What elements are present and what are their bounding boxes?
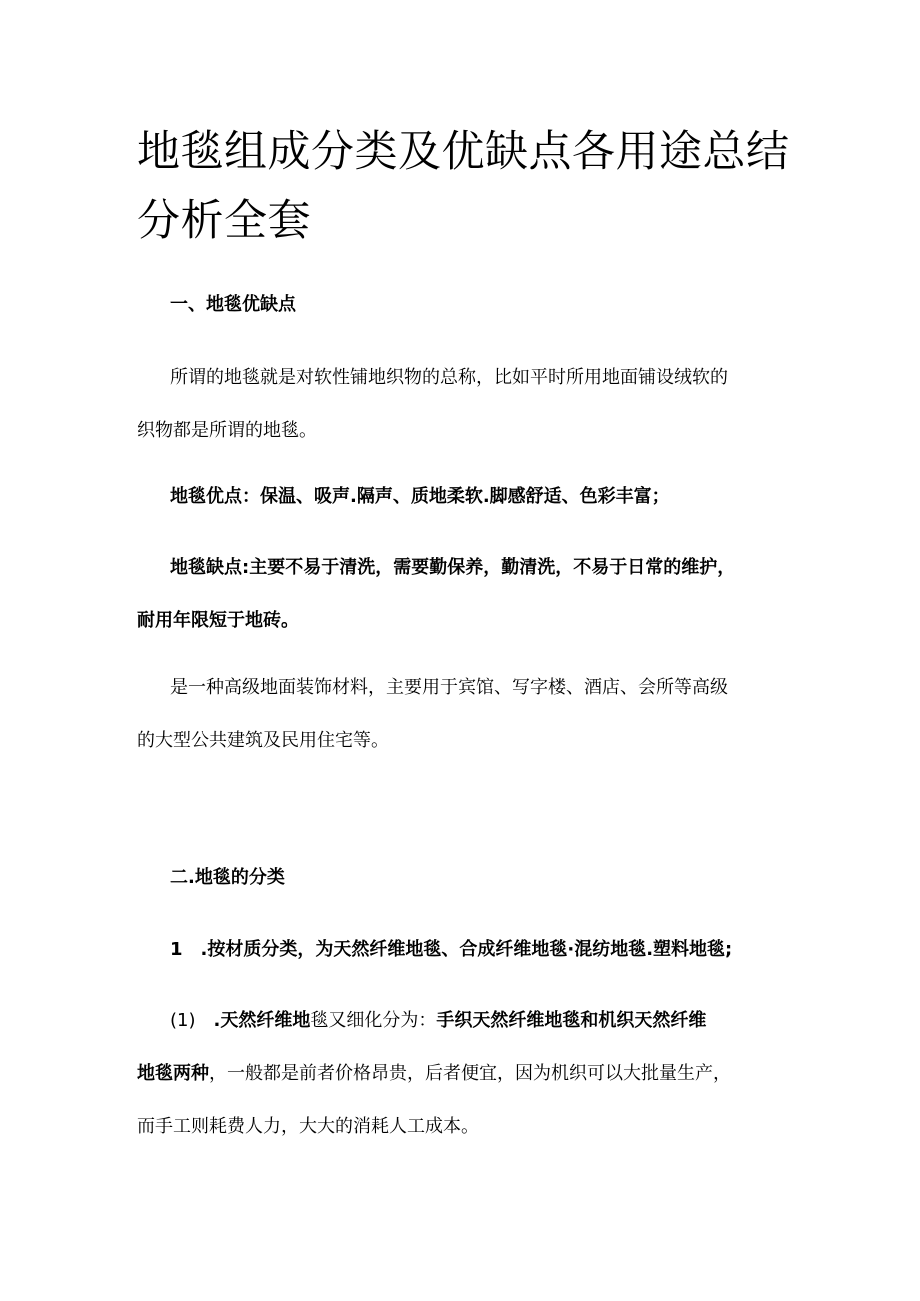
section-1-heading: 一、地毯优缺点 [170,294,296,315]
title-line-2: 分析全套 [137,196,311,246]
natural-fiber-text-a: 毯又细化分为： [310,1010,437,1031]
title-line-1: 地毯组成分类及优缺点各用途总结 [137,127,790,177]
usage-line-1: 是一种高级地面装饰材料，主要用于宾馆、写字楼、酒店、会所等高级 [170,677,728,698]
usage-line-2: 的大型公共建筑及民用住宅等。 [137,730,389,751]
section-2-heading: 二.地毯的分类 [170,867,285,888]
pros-paragraph: 地毯优点：保温、吸声.隔声、质地柔软.脚感舒适、色彩丰富； [170,486,670,507]
intro-line-2: 织物都是所谓的地毯。 [137,420,317,441]
natural-fiber-line-2 [137,1047,797,1100]
natural-fiber-types: 手织天然纤维地毯和机织天然纤维 [436,1010,707,1031]
cons-line-1: 地毯缺点:主要不易于清洗，需要勤保养，勤清洗，不易于日常的维护， [170,557,736,578]
cons-paragraph [137,541,797,647]
intro-line-1: 所谓的地毯就是对软性铺地织物的总称，比如平时所用地面铺设绒软的 [170,367,728,388]
natural-fiber-paragraph [137,994,797,1153]
natural-fiber-text-b: ，一般都是前者价格昂贵，后者便宜，因为机织可以大批量生产， [209,1063,731,1084]
cons-line-2: 耐用年限短于地砖。 [137,610,299,631]
classification-item-1: 1 .按材质分类，为天然纤维地毯、合成纤维地毯·混纺地毯.塑料地毯; [170,939,733,960]
natural-fiber-line-3: 而手工则耗费人力，大大的消耗人工成本。 [137,1116,479,1137]
natural-fiber-line-1 [137,994,797,1047]
natural-fiber-term: .天然纤维地 [213,1010,311,1031]
intro-paragraph [137,351,797,457]
document-title [137,118,827,256]
natural-fiber-types-end: 地毯两种 [137,1063,209,1084]
sub-item-marker: (1) [170,1010,214,1031]
usage-paragraph [137,661,797,767]
